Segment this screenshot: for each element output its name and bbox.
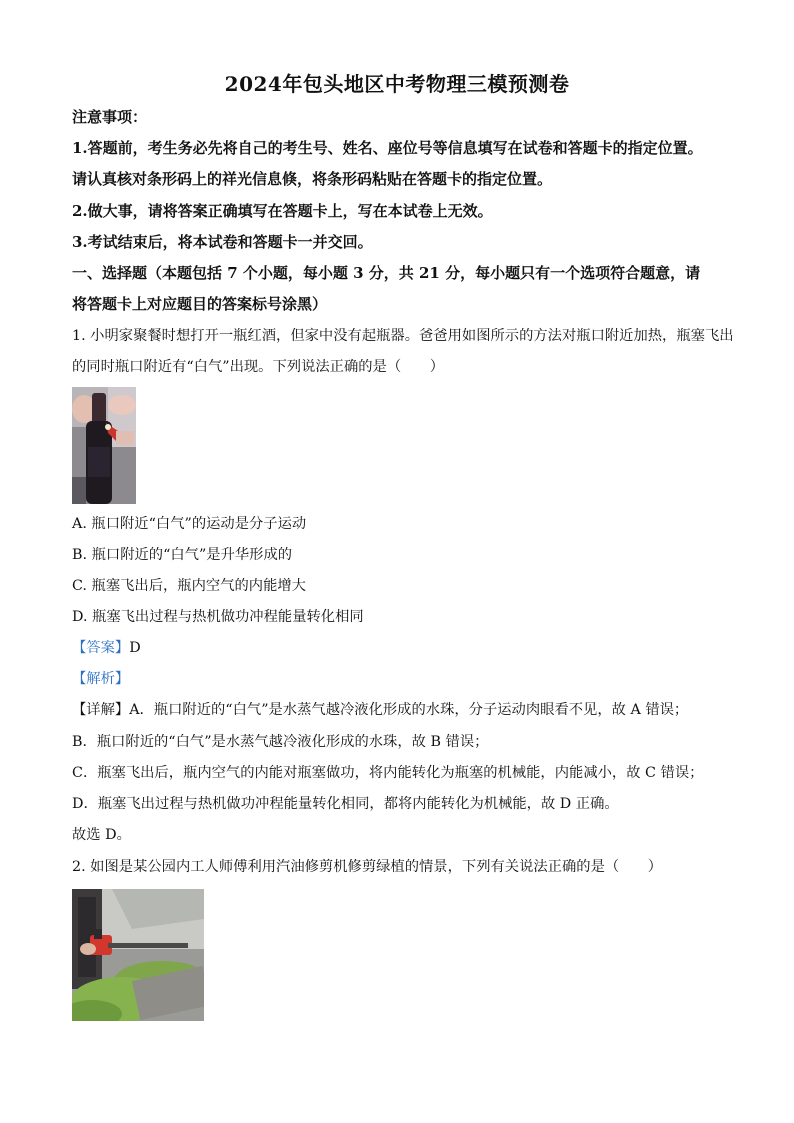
analysis-tag: 【解析】	[72, 671, 130, 687]
question-1-stem-line-1: 1. 小明家聚餐时想打开一瓶红酒，但家中没有起瓶器。爸爸用如图所示的方法对瓶口附近加热，瓶塞飞出	[72, 328, 734, 344]
question-1-conclusion: 故选 D。	[72, 827, 131, 843]
question-1-option-a: A. 瓶口附近“白气”的运动是分子运动	[72, 516, 307, 532]
section-heading-line-2: 将答题卡上对应题目的答案标号涂黑）	[72, 295, 328, 313]
question-1-option-d: D. 瓶塞飞出过程与热机做功冲程能量转化相同	[72, 609, 364, 625]
question-1-detail-line-c: C．瓶塞飞出后，瓶内空气的内能对瓶塞做功，将内能转化为瓶塞的机械能，内能减小，故 C 错误；	[72, 765, 704, 781]
question-1-analysis	[72, 669, 732, 689]
question-1-stem-line-2: 的同时瓶口附近有“白气”出现。下列说法正确的是（ ）	[72, 359, 445, 375]
wine-bottle-photo	[72, 387, 136, 504]
hedge-trimmer-photo	[72, 889, 204, 1021]
question-2-stem: 2. 如图是某公园内工人师傅利用汽油修剪机修剪绿植的情景，下列有关说法正确的是（ ）	[72, 859, 663, 875]
notice-item-1-line-1: 1.答题前，考生务必先将自己的考生号、姓名、座位号等信息填写在试卷和答题卡的指定位置。	[72, 139, 703, 157]
question-1-option-c: C. 瓶塞飞出后，瓶内空气的内能增大	[72, 578, 306, 594]
page-title: 2024年包头地区中考物理三模预测卷	[224, 72, 570, 96]
question-1-option-b: B. 瓶口附近的“白气”是升华形成的	[72, 547, 293, 563]
detail-tag: 【详解】	[72, 702, 130, 718]
notice-heading: 注意事项：	[72, 108, 148, 126]
notice-item-2: 2.做大事，请将答案正确填写在答题卡上，写在本试卷上无效。	[72, 202, 493, 220]
question-1-detail-line-d: D．瓶塞飞出过程与热机做功冲程能量转化相同，都将内能转化为机械能，故 D 正确。	[72, 796, 619, 812]
notice-item-3: 3.考试结束后，将本试卷和答题卡一并交回。	[72, 233, 373, 251]
answer-tag: 【答案】	[72, 640, 130, 656]
question-1-detail-line-a	[72, 700, 732, 720]
notice-item-1-line-2: 请认真核对条形码上的祥光信息倏，将条形码粘贴在答题卡的指定位置。	[72, 170, 553, 188]
detail-text-a: A．瓶口附近的“白气”是水蒸气越冷液化形成的水珠，分子运动肉眼看不见，故 A 错误；	[129, 702, 689, 718]
question-1-answer	[72, 638, 732, 658]
answer-value: D	[129, 640, 141, 656]
question-1-detail-line-b: B．瓶口附近的“白气”是水蒸气越冷液化形成的水珠，故 B 错误；	[72, 734, 489, 750]
section-heading-line-1: 一、选择题（本题包括 7 个小题，每小题 3 分，共 21 分，每小题只有一个选项符合题意，请	[72, 264, 701, 282]
